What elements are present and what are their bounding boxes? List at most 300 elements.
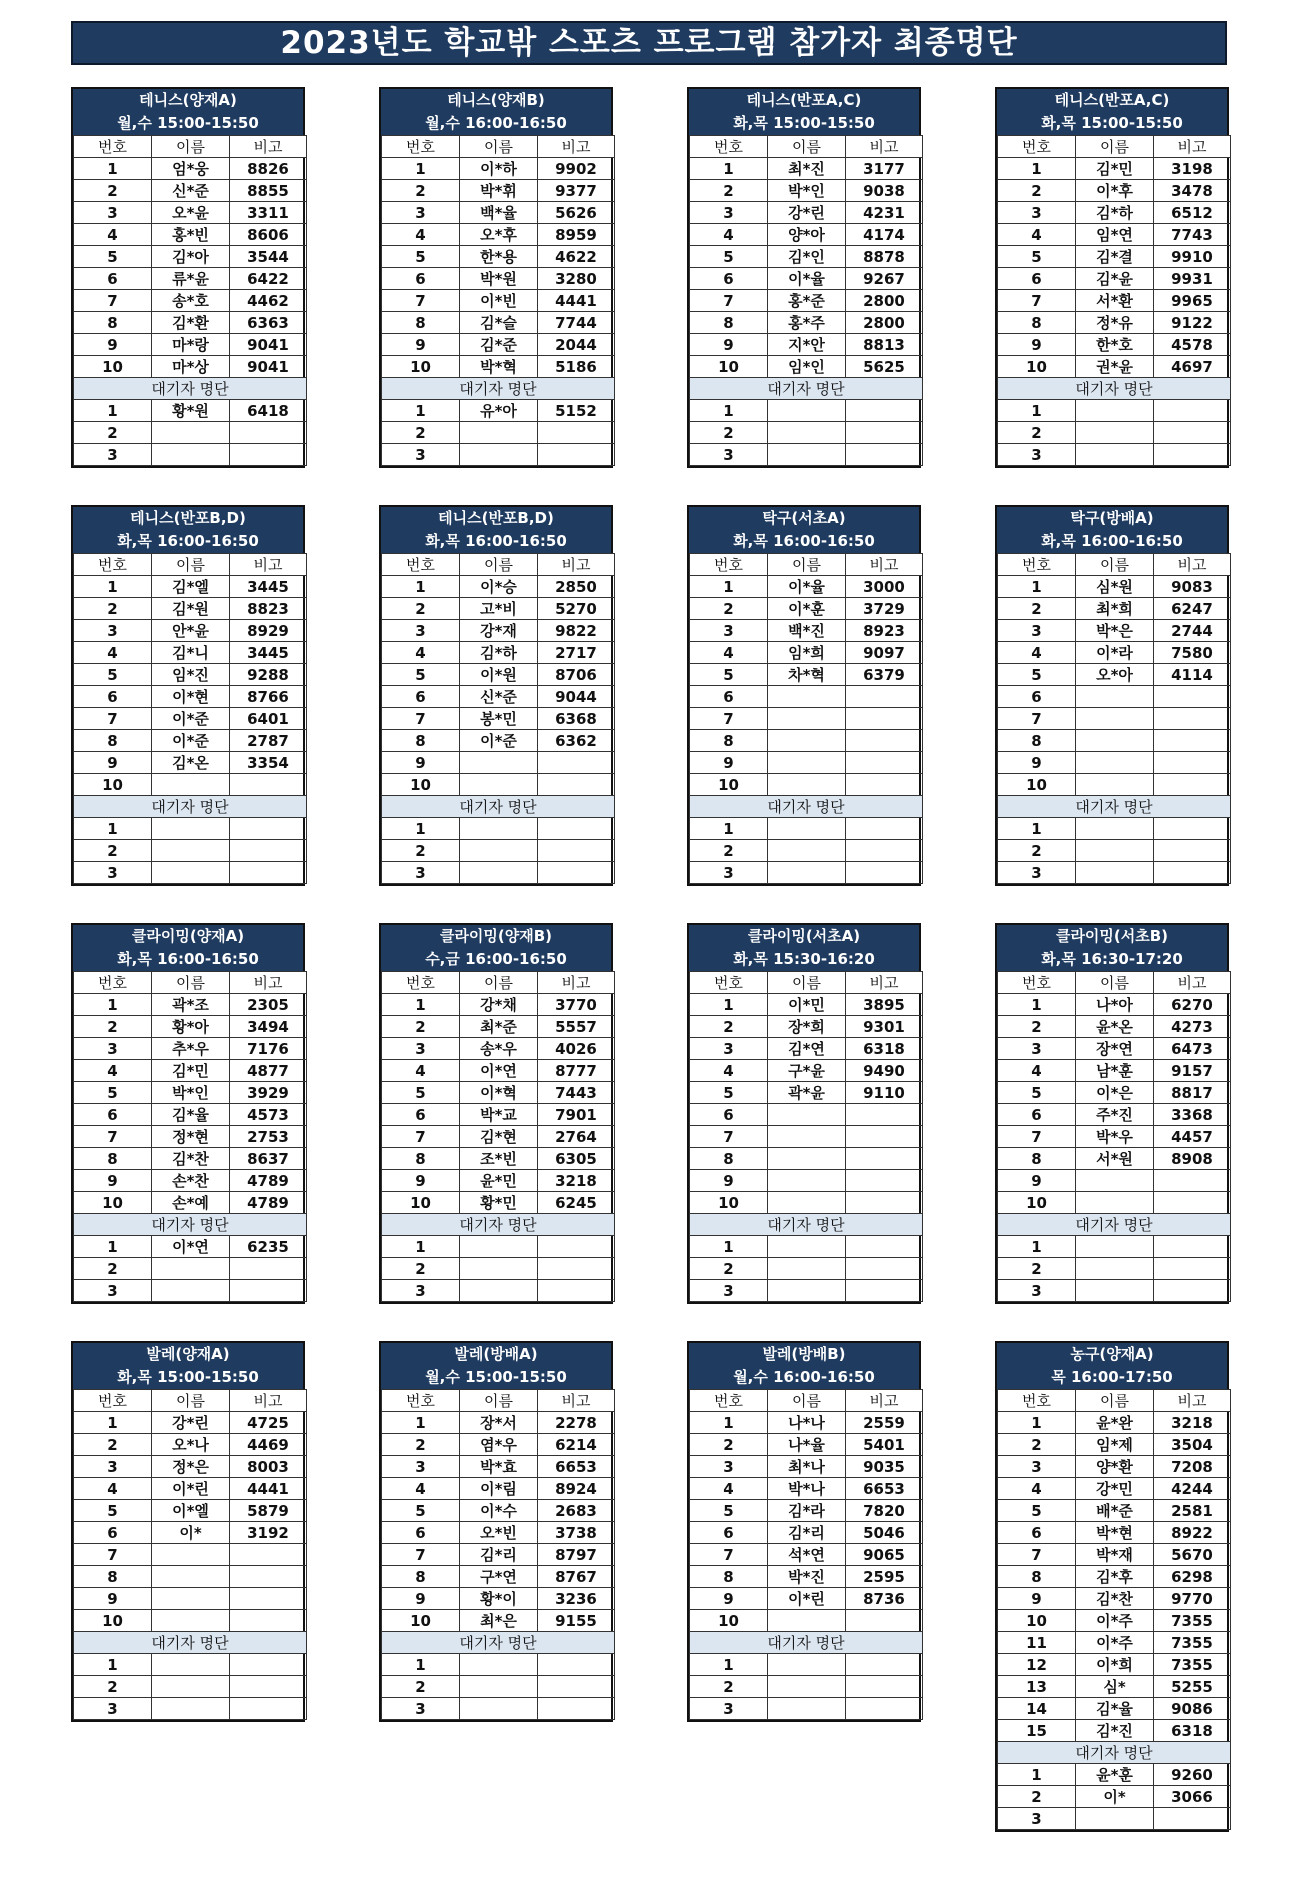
row-number: 1 xyxy=(74,994,152,1016)
participant-note: 9822 xyxy=(538,620,615,642)
program-header xyxy=(997,89,1227,135)
participant-row xyxy=(690,1500,923,1522)
program-name: 탁구(방배A) xyxy=(1070,509,1154,527)
row-number: 10 xyxy=(382,1610,460,1632)
row-number: 6 xyxy=(998,268,1076,290)
participant-name xyxy=(1076,686,1154,708)
waitlist-note xyxy=(1154,400,1231,422)
column-header-num: 번호 xyxy=(74,1390,152,1412)
waitlist-note xyxy=(538,818,615,840)
participant-note: 6298 xyxy=(1154,1566,1231,1588)
waitlist-row xyxy=(74,400,307,422)
participant-row xyxy=(998,1126,1231,1148)
waitlist-note xyxy=(846,1698,923,1720)
participant-note xyxy=(230,1588,307,1610)
program-header xyxy=(997,507,1227,553)
row-number: 5 xyxy=(382,1082,460,1104)
waitlist-note xyxy=(538,1676,615,1698)
row-number: 4 xyxy=(74,224,152,246)
row-number: 10 xyxy=(74,1192,152,1214)
waitlist-name xyxy=(460,840,538,862)
participant-name xyxy=(152,1588,230,1610)
waitlist-row xyxy=(998,400,1231,422)
waitlist-note xyxy=(846,422,923,444)
participant-name: 홍*준 xyxy=(768,290,846,312)
participant-note: 9097 xyxy=(846,642,923,664)
participant-table xyxy=(73,553,307,884)
participant-name: 서*환 xyxy=(1076,290,1154,312)
participant-note xyxy=(846,1610,923,1632)
participant-note: 6473 xyxy=(1154,1038,1231,1060)
participant-name: 이*훈 xyxy=(768,598,846,620)
column-header-row xyxy=(998,972,1231,994)
participant-note: 8736 xyxy=(846,1588,923,1610)
participant-name: 박*나 xyxy=(768,1478,846,1500)
waitlist-row xyxy=(382,1698,615,1720)
participant-name: 오*후 xyxy=(460,224,538,246)
column-header-num: 번호 xyxy=(74,554,152,576)
participant-row xyxy=(74,1038,307,1060)
waitlist-header: 대기자 명단 xyxy=(998,1214,1231,1236)
participant-name: 임*제 xyxy=(1076,1434,1154,1456)
participant-name: 김*하 xyxy=(460,642,538,664)
participant-row xyxy=(998,774,1231,796)
participant-note: 8767 xyxy=(538,1566,615,1588)
waitlist-number: 2 xyxy=(74,422,152,444)
participant-row xyxy=(998,1522,1231,1544)
waitlist-row xyxy=(382,1654,615,1676)
participant-row xyxy=(998,1588,1231,1610)
participant-row xyxy=(74,224,307,246)
waitlist-name xyxy=(1076,840,1154,862)
participant-name: 백*율 xyxy=(460,202,538,224)
waitlist-number: 1 xyxy=(382,1236,460,1258)
participant-row xyxy=(74,1082,307,1104)
program-name: 발레(방배A) xyxy=(454,1345,538,1363)
participant-name: 이*후 xyxy=(1076,180,1154,202)
participant-row xyxy=(382,664,615,686)
waitlist-header: 대기자 명단 xyxy=(690,796,923,818)
column-header-name: 이름 xyxy=(460,136,538,158)
participant-row xyxy=(382,1456,615,1478)
participant-table xyxy=(689,135,923,466)
row-number: 5 xyxy=(998,1082,1076,1104)
participant-name: 김*후 xyxy=(1076,1566,1154,1588)
program-panel xyxy=(379,87,613,468)
column-header-note: 비고 xyxy=(538,972,615,994)
program-schedule: 화,목 16:00-16:50 xyxy=(733,532,875,550)
waitlist-header-row xyxy=(998,378,1231,400)
participant-row xyxy=(998,708,1231,730)
participant-row xyxy=(74,774,307,796)
waitlist-row xyxy=(998,862,1231,884)
column-header-name: 이름 xyxy=(768,554,846,576)
program-name: 테니스(반포A,C) xyxy=(1054,91,1170,109)
waitlist-note xyxy=(538,444,615,466)
row-number: 6 xyxy=(690,1104,768,1126)
participant-note: 9035 xyxy=(846,1456,923,1478)
column-header-row xyxy=(690,972,923,994)
participant-note: 6379 xyxy=(846,664,923,686)
column-header-note: 비고 xyxy=(1154,972,1231,994)
participant-name: 주*진 xyxy=(1076,1104,1154,1126)
row-number: 3 xyxy=(998,1456,1076,1478)
column-header-note: 비고 xyxy=(1154,136,1231,158)
participant-row xyxy=(998,1720,1231,1742)
waitlist-note xyxy=(1154,422,1231,444)
program-name: 클라이밍(서초B) xyxy=(1055,927,1169,945)
participant-row xyxy=(382,268,615,290)
waitlist-name xyxy=(152,422,230,444)
participant-name: 임*희 xyxy=(768,642,846,664)
participant-note: 4462 xyxy=(230,290,307,312)
waitlist-name xyxy=(768,1258,846,1280)
column-header-note: 비고 xyxy=(846,972,923,994)
participant-note: 6363 xyxy=(230,312,307,334)
row-number: 9 xyxy=(690,1588,768,1610)
participant-name: 김*리 xyxy=(460,1544,538,1566)
waitlist-number: 1 xyxy=(382,818,460,840)
participant-row xyxy=(382,1016,615,1038)
participant-note: 3929 xyxy=(230,1082,307,1104)
participant-row xyxy=(998,268,1231,290)
waitlist-row xyxy=(74,862,307,884)
participant-row xyxy=(74,1434,307,1456)
participant-name: 정*유 xyxy=(1076,312,1154,334)
row-number: 14 xyxy=(998,1698,1076,1720)
row-number: 6 xyxy=(74,268,152,290)
row-number: 7 xyxy=(998,708,1076,730)
column-header-note: 비고 xyxy=(846,136,923,158)
participant-name: 장*연 xyxy=(1076,1038,1154,1060)
participant-note xyxy=(846,1192,923,1214)
participant-name: 김*연 xyxy=(768,1038,846,1060)
program-panel xyxy=(71,87,305,468)
participant-name: 박*원 xyxy=(460,268,538,290)
participant-name: 이*혁 xyxy=(460,1082,538,1104)
waitlist-note xyxy=(538,422,615,444)
participant-name: 이*연 xyxy=(460,1060,538,1082)
program-panel xyxy=(995,87,1229,468)
participant-name: 김*엘 xyxy=(152,576,230,598)
program-header xyxy=(73,89,303,135)
participant-name: 김*라 xyxy=(768,1500,846,1522)
waitlist-note xyxy=(1154,1236,1231,1258)
row-number: 8 xyxy=(382,730,460,752)
participant-name: 김*니 xyxy=(152,642,230,664)
participant-note: 7355 xyxy=(1154,1654,1231,1676)
participant-name: 엄*웅 xyxy=(152,158,230,180)
row-number: 2 xyxy=(74,1016,152,1038)
participant-row xyxy=(382,1544,615,1566)
participant-note: 6368 xyxy=(538,708,615,730)
participant-row xyxy=(382,1148,615,1170)
waitlist-number: 1 xyxy=(690,1236,768,1258)
column-header-name: 이름 xyxy=(460,972,538,994)
waitlist-header-row xyxy=(690,378,923,400)
waitlist-row xyxy=(74,1236,307,1258)
row-number: 8 xyxy=(74,1566,152,1588)
participant-name: 오*아 xyxy=(1076,664,1154,686)
participant-note: 2683 xyxy=(538,1500,615,1522)
program-panel xyxy=(687,1341,921,1722)
participant-note xyxy=(846,686,923,708)
waitlist-note xyxy=(230,1258,307,1280)
waitlist-name xyxy=(152,1676,230,1698)
participant-name: 곽*조 xyxy=(152,994,230,1016)
participant-name: 황*이 xyxy=(460,1588,538,1610)
participant-note: 2595 xyxy=(846,1566,923,1588)
participant-note: 7443 xyxy=(538,1082,615,1104)
waitlist-number: 2 xyxy=(998,1786,1076,1808)
participant-row xyxy=(382,642,615,664)
participant-name: 심* xyxy=(1076,1676,1154,1698)
waitlist-name xyxy=(768,422,846,444)
waitlist-note xyxy=(846,840,923,862)
waitlist-row xyxy=(382,840,615,862)
waitlist-note xyxy=(846,1676,923,1698)
waitlist-number: 3 xyxy=(74,1280,152,1302)
waitlist-row xyxy=(74,1258,307,1280)
participant-note: 4174 xyxy=(846,224,923,246)
participant-row xyxy=(74,268,307,290)
column-header-name: 이름 xyxy=(1076,972,1154,994)
waitlist-name xyxy=(152,1280,230,1302)
participant-note: 9044 xyxy=(538,686,615,708)
column-header-row xyxy=(382,1390,615,1412)
waitlist-header: 대기자 명단 xyxy=(74,796,307,818)
participant-note: 6422 xyxy=(230,268,307,290)
participant-name: 이*주 xyxy=(1076,1610,1154,1632)
waitlist-name xyxy=(1076,422,1154,444)
participant-row xyxy=(690,1610,923,1632)
waitlist-number: 3 xyxy=(998,1280,1076,1302)
participant-row xyxy=(382,576,615,598)
column-header-note: 비고 xyxy=(1154,554,1231,576)
participant-name: 이*희 xyxy=(1076,1654,1154,1676)
row-number: 2 xyxy=(690,180,768,202)
program-name: 클라이밍(양재B) xyxy=(439,927,553,945)
program-name: 테니스(반포B,D) xyxy=(130,509,246,527)
participant-note xyxy=(1154,1170,1231,1192)
participant-note: 8606 xyxy=(230,224,307,246)
waitlist-name xyxy=(768,1676,846,1698)
row-number: 3 xyxy=(998,620,1076,642)
participant-row xyxy=(74,642,307,664)
program-schedule: 화,목 16:00-16:50 xyxy=(117,532,259,550)
participant-name: 이*빈 xyxy=(460,290,538,312)
row-number: 1 xyxy=(998,158,1076,180)
program-name: 클라이밍(양재A) xyxy=(131,927,245,945)
participant-note: 8823 xyxy=(230,598,307,620)
participant-note xyxy=(1154,686,1231,708)
participant-note: 2581 xyxy=(1154,1500,1231,1522)
participant-name: 김*율 xyxy=(1076,1698,1154,1720)
participant-name xyxy=(768,1610,846,1632)
participant-row xyxy=(74,356,307,378)
participant-note: 9301 xyxy=(846,1016,923,1038)
participant-row xyxy=(690,1038,923,1060)
participant-row xyxy=(74,1412,307,1434)
participant-note: 8813 xyxy=(846,334,923,356)
column-header-row xyxy=(74,554,307,576)
participant-row xyxy=(690,1104,923,1126)
participant-name: 나*율 xyxy=(768,1434,846,1456)
waitlist-number: 1 xyxy=(998,1764,1076,1786)
waitlist-name xyxy=(460,818,538,840)
row-number: 15 xyxy=(998,1720,1076,1742)
waitlist-header-row xyxy=(998,1214,1231,1236)
participant-row xyxy=(690,1148,923,1170)
participant-row xyxy=(382,1610,615,1632)
participant-row xyxy=(382,1500,615,1522)
participant-row xyxy=(998,1676,1231,1698)
column-header-num: 번호 xyxy=(998,554,1076,576)
participant-note xyxy=(846,774,923,796)
participant-row xyxy=(690,334,923,356)
column-header-num: 번호 xyxy=(382,554,460,576)
participant-name xyxy=(1076,1170,1154,1192)
row-number: 4 xyxy=(74,642,152,664)
participant-note: 4441 xyxy=(230,1478,307,1500)
participant-name: 한*용 xyxy=(460,246,538,268)
participant-name: 봉*민 xyxy=(460,708,538,730)
program-header xyxy=(381,925,611,971)
waitlist-row xyxy=(74,1654,307,1676)
participant-row xyxy=(382,1588,615,1610)
waitlist-name xyxy=(768,840,846,862)
column-header-note: 비고 xyxy=(538,554,615,576)
participant-note: 4114 xyxy=(1154,664,1231,686)
participant-row xyxy=(382,158,615,180)
column-header-note: 비고 xyxy=(230,972,307,994)
participant-row xyxy=(382,1478,615,1500)
program-schedule: 목 16:00-17:50 xyxy=(1051,1368,1173,1386)
participant-note: 7743 xyxy=(1154,224,1231,246)
waitlist-number: 2 xyxy=(690,1258,768,1280)
column-header-name: 이름 xyxy=(460,1390,538,1412)
waitlist-note xyxy=(538,840,615,862)
participant-note: 2559 xyxy=(846,1412,923,1434)
waitlist-header-row xyxy=(382,1214,615,1236)
participant-row xyxy=(382,620,615,642)
participant-note: 7901 xyxy=(538,1104,615,1126)
waitlist-note xyxy=(1154,818,1231,840)
row-number: 4 xyxy=(998,1060,1076,1082)
participant-name xyxy=(768,752,846,774)
participant-note: 3236 xyxy=(538,1588,615,1610)
waitlist-header: 대기자 명단 xyxy=(382,1632,615,1654)
column-header-name: 이름 xyxy=(768,136,846,158)
participant-name: 김*준 xyxy=(460,334,538,356)
participant-name: 이*엘 xyxy=(152,1500,230,1522)
participant-note: 8908 xyxy=(1154,1148,1231,1170)
row-number: 9 xyxy=(998,752,1076,774)
row-number: 8 xyxy=(998,1566,1076,1588)
participant-note: 3494 xyxy=(230,1016,307,1038)
participant-name xyxy=(1076,730,1154,752)
participant-note: 6214 xyxy=(538,1434,615,1456)
participant-name: 신*준 xyxy=(152,180,230,202)
row-number: 2 xyxy=(382,1016,460,1038)
participant-note: 5626 xyxy=(538,202,615,224)
participant-note: 6245 xyxy=(538,1192,615,1214)
participant-name: 오*빈 xyxy=(460,1522,538,1544)
row-number: 6 xyxy=(74,686,152,708)
participant-note: 4441 xyxy=(538,290,615,312)
waitlist-row xyxy=(382,1258,615,1280)
participant-row xyxy=(690,246,923,268)
participant-note: 3738 xyxy=(538,1522,615,1544)
participant-row xyxy=(382,686,615,708)
row-number: 5 xyxy=(382,664,460,686)
participant-note: 3445 xyxy=(230,642,307,664)
column-header-name: 이름 xyxy=(768,972,846,994)
participant-row xyxy=(690,202,923,224)
participant-row xyxy=(382,1038,615,1060)
participant-note xyxy=(846,708,923,730)
participant-row xyxy=(998,730,1231,752)
row-number: 3 xyxy=(382,620,460,642)
program-header xyxy=(73,1343,303,1389)
waitlist-note: 5152 xyxy=(538,400,615,422)
participant-row xyxy=(690,1082,923,1104)
program-panel xyxy=(71,923,305,1304)
waitlist-row xyxy=(382,818,615,840)
program-name: 탁구(서초A) xyxy=(762,509,846,527)
participant-row xyxy=(382,598,615,620)
waitlist-note xyxy=(846,1280,923,1302)
program-panel xyxy=(687,505,921,886)
row-number: 7 xyxy=(690,290,768,312)
participant-row xyxy=(690,1456,923,1478)
program-schedule: 월,수 16:00-16:50 xyxy=(733,1368,875,1386)
participant-name: 마*상 xyxy=(152,356,230,378)
column-header-name: 이름 xyxy=(152,554,230,576)
waitlist-row xyxy=(690,444,923,466)
row-number: 5 xyxy=(74,1082,152,1104)
participant-row xyxy=(74,1588,307,1610)
row-number: 7 xyxy=(998,1544,1076,1566)
row-number: 8 xyxy=(690,312,768,334)
participant-name: 추*우 xyxy=(152,1038,230,1060)
column-header-num: 번호 xyxy=(382,1390,460,1412)
waitlist-number: 2 xyxy=(998,422,1076,444)
program-name: 발레(방배B) xyxy=(762,1345,846,1363)
participant-note: 9490 xyxy=(846,1060,923,1082)
waitlist-number: 1 xyxy=(74,818,152,840)
row-number: 8 xyxy=(998,312,1076,334)
row-number: 7 xyxy=(690,1126,768,1148)
participant-name: 신*준 xyxy=(460,686,538,708)
participant-name: 구*윤 xyxy=(768,1060,846,1082)
participant-row xyxy=(690,158,923,180)
participant-row xyxy=(998,598,1231,620)
participant-row xyxy=(74,664,307,686)
row-number: 5 xyxy=(74,246,152,268)
participant-note: 5186 xyxy=(538,356,615,378)
row-number: 3 xyxy=(382,1038,460,1060)
participant-name: 박*은 xyxy=(1076,620,1154,642)
program-header xyxy=(997,925,1227,971)
participant-name: 강*린 xyxy=(152,1412,230,1434)
row-number: 1 xyxy=(382,994,460,1016)
participant-name: 강*채 xyxy=(460,994,538,1016)
participant-name: 이*율 xyxy=(768,268,846,290)
waitlist-name xyxy=(460,1676,538,1698)
waitlist-header-row xyxy=(690,796,923,818)
participant-note: 5270 xyxy=(538,598,615,620)
